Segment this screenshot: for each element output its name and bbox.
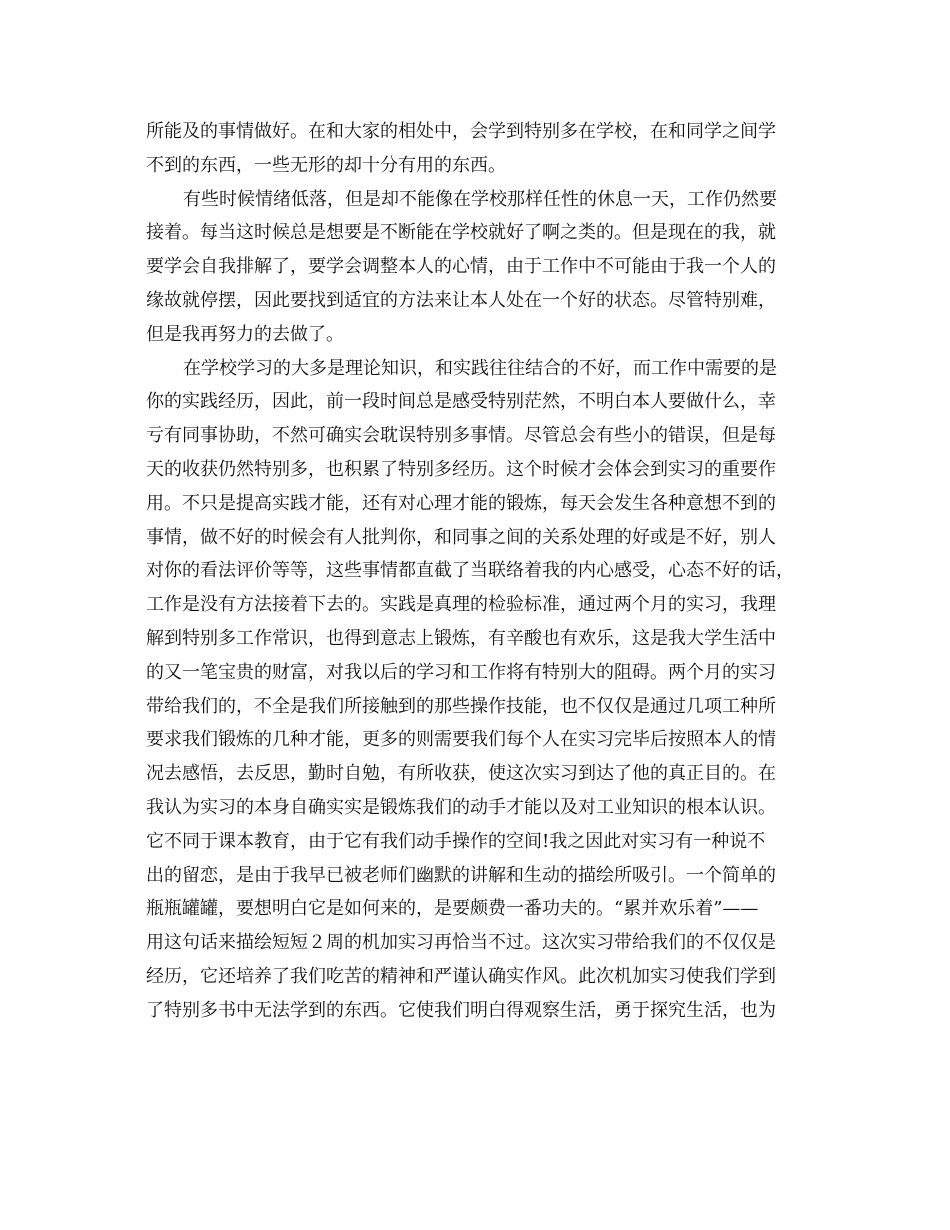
paragraph-1 — [146, 115, 806, 183]
text-line: 经历，它还培养了我们吃苦的精神和严谨认确实作风。此次机加实习使我们学到 — [146, 965, 776, 987]
text-line: 对你的看法评价等等，这些事情都直截了当联络着我的内心感受，心态不好的话， — [146, 560, 794, 582]
text-line: 不到的东西，一些无形的却十分有用的东西。 — [146, 154, 506, 176]
text-line: 况去感悟，去反思，勤时自勉，有所收获，使这次实习到达了他的真正目的。在 — [146, 763, 776, 785]
text-line: 用这句话来描绘短短２周的机加实习再恰当不过。这次实习带给我们的不仅仅是 — [146, 932, 776, 954]
paragraph-2 — [146, 183, 806, 352]
text-line: 有些时候情绪低落，但是却不能像在学校那样任性的休息一天，工作仍然要 — [183, 188, 777, 210]
text-line: 亏有同事协助，不然可确实会耽误特别多事情。尽管总会有些小的错误，但是每 — [146, 425, 776, 447]
text-line: 缘故就停摆，因此要找到适宜的方法来让本人处在一个好的状态。尽管特别难， — [146, 289, 776, 311]
text-line: 用。不只是提高实践才能，还有对心理才能的锻炼，每天会发生各种意想不到的 — [146, 492, 776, 514]
text-line: 在学校学习的大多是理论知识，和实践往往结合的不好，而工作中需要的是 — [183, 357, 777, 379]
text-line: 天的收获仍然特别多，也积累了特别多经历。这个时候才会体会到实习的重要作 — [146, 458, 776, 480]
text-line: 出的留恋，是由于我早已被老师们幽默的讲解和生动的描绘所吸引。一个简单的 — [146, 864, 776, 886]
text-line: 要求我们锻炼的几种才能，更多的则需要我们每个人在实习完毕后按照本人的情 — [146, 729, 776, 751]
paragraph-3 — [146, 352, 806, 1062]
text-line: 事情，做不好的时候会有人批判你，和同事之间的关系处理的好或是不好，别人 — [146, 526, 776, 548]
text-line: 的又一笔宝贵的财富，对我以后的学习和工作将有特别大的阻碍。两个月的实习 — [146, 661, 776, 683]
text-line: 所能及的事情做好。在和大家的相处中，会学到特别多在学校，在和同学之间学 — [146, 121, 776, 142]
text-line: 我认为实习的本身自确实实是锻炼我们的动手才能以及对工业知识的根本认识。 — [146, 796, 776, 818]
text-line: 它不同于课本教育，由于它有我们动手操作的空间!我之因此对实习有一种说不 — [146, 830, 766, 852]
text-line: 解到特别多工作常识，也得到意志上锻炼，有辛酸也有欢乐，这是我大学生活中 — [146, 627, 776, 649]
text-line: 工作是没有方法接着下去的。实践是真理的检验标准，通过两个月的实习，我理 — [146, 594, 776, 616]
document-body — [146, 115, 806, 1061]
text-line: 要学会自我排解了，要学会调整本人的心情，由于工作中不可能由于我一个人的 — [146, 256, 776, 278]
text-line: 带给我们的，不全是我们所接触到的那些操作技能，也不仅仅是通过几项工种所 — [146, 695, 776, 717]
text-line: 接着。每当这时候总是想要是不断能在学校就好了啊之类的。但是现在的我，就 — [146, 222, 776, 244]
text-line: 了特别多书中无法学到的东西。它使我们明白得观察生活，勇于探究生活，也为 — [146, 999, 776, 1021]
text-line: 但是我再努力的去做了。 — [146, 323, 344, 345]
text-line — [146, 1028, 806, 1062]
text-line: 瓶瓶罐罐，要想明白它是如何来的，是要颇费一番功夫的。“累并欢乐着”—— — [146, 898, 759, 920]
text-line: 你的实践经历，因此，前一段时间总是感受特别茫然，不明白本人要做什么，幸 — [146, 391, 776, 413]
